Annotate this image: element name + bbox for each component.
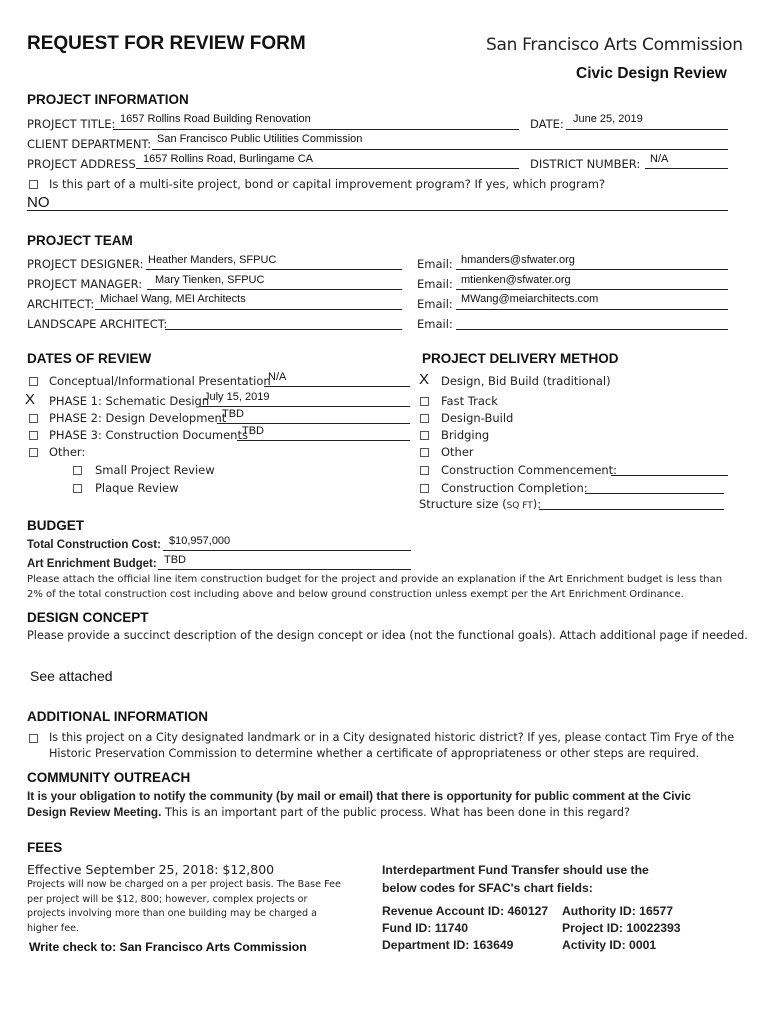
project-manager-value: Mary Tienken, SFPUC	[155, 274, 265, 286]
small-project-checkbox[interactable]	[73, 466, 82, 475]
project-address-field[interactable]	[136, 168, 519, 169]
architect-value: Michael Wang, MEI Architects	[100, 293, 246, 305]
fees-note-line1: Projects will now be charged on a per project basis. The Base Fee	[27, 879, 341, 890]
project-manager-label: PROJECT MANAGER:	[27, 277, 143, 291]
commencement-label: Construction Commencement:	[441, 463, 618, 477]
outreach-line2-bold: Design Review Meeting.	[27, 805, 162, 819]
designer-email-value: hmanders@sfwater.org	[461, 254, 575, 266]
project-title-field[interactable]	[113, 129, 519, 130]
phase1-check-mark[interactable]: X	[25, 391, 36, 408]
project-designer-field[interactable]	[146, 269, 402, 270]
structure-size-field[interactable]	[539, 509, 724, 510]
project-title-label: PROJECT TITLE:	[27, 117, 116, 131]
fees-note-line3: projects involving more than one building may be charged a	[27, 908, 318, 919]
small-project-label: Small Project Review	[95, 463, 215, 477]
community-outreach-heading: COMMUNITY OUTREACH	[27, 770, 191, 785]
budget-note-line1: Please attach the official line item construction budget for the project and provide an explanation if the Art Enrichment budget is less than	[27, 574, 723, 585]
client-department-field[interactable]	[152, 149, 728, 150]
design-concept-answer[interactable]: See attached	[30, 668, 113, 684]
write-check-line: Write check to: San Francisco Arts Commission	[29, 940, 307, 954]
phase2-field[interactable]	[217, 423, 410, 424]
landscape-architect-field[interactable]	[165, 329, 402, 330]
architect-email-label: Email:	[417, 297, 453, 311]
completion-checkbox[interactable]	[420, 484, 429, 493]
phase2-value: TBD	[222, 408, 244, 420]
budget-note	[27, 572, 722, 602]
date-label: DATE:	[530, 117, 564, 131]
account-codes-right	[562, 903, 681, 954]
project-id: Project ID: 10022393	[562, 921, 681, 935]
conceptual-label: Conceptual/Informational Presentation	[49, 374, 271, 388]
other-delivery-checkbox[interactable]	[420, 448, 429, 457]
manager-email-label: Email:	[417, 277, 453, 291]
revenue-account-id: Revenue Account ID: 460127	[382, 904, 549, 918]
activity-id: Activity ID: 0001	[562, 938, 657, 952]
fast-track-label: Fast Track	[441, 394, 498, 408]
phase1-label: PHASE 1: Schematic Design	[49, 394, 210, 408]
form-title: REQUEST FOR REVIEW FORM	[27, 33, 306, 54]
fast-track-checkbox[interactable]	[420, 397, 429, 406]
account-codes-left	[382, 903, 548, 954]
art-budget-value: TBD	[164, 554, 186, 566]
total-cost-label: Total Construction Cost:	[27, 539, 161, 551]
completion-field[interactable]	[585, 493, 724, 494]
multisite-question: Is this part of a multi-site project, bond or capital improvement program? If yes, which program?	[49, 177, 606, 191]
transfer-line2: below codes for SFAC's chart fields:	[382, 881, 593, 895]
manager-email-value: mtienken@sfwater.org	[461, 274, 571, 286]
fees-heading: FEES	[27, 840, 63, 855]
historic-question-line1: Is this project on a City designated landmark or in a City designated historic district? If yes, please contact Tim Frye of the	[49, 731, 735, 744]
project-designer-value: Heather Manders, SFPUC	[148, 254, 277, 266]
outreach-text	[27, 788, 691, 821]
client-department-value: San Francisco Public Utilities Commission	[157, 133, 363, 145]
multisite-answer-field[interactable]	[27, 210, 728, 211]
conceptual-value: N/A	[268, 371, 287, 383]
district-number-value: N/A	[650, 153, 669, 165]
fees-effective: Effective September 25, 2018: $12,800	[27, 862, 275, 877]
conceptual-checkbox[interactable]	[29, 377, 38, 386]
district-number-label: DISTRICT NUMBER:	[530, 157, 641, 171]
phase3-field[interactable]	[237, 440, 410, 441]
project-designer-label: PROJECT DESIGNER:	[27, 257, 144, 271]
design-build-label: Design-Build	[441, 411, 514, 425]
design-concept-heading: DESIGN CONCEPT	[27, 610, 149, 625]
structure-size-prefix: Structure size (	[419, 497, 507, 511]
bridging-checkbox[interactable]	[420, 431, 429, 440]
plaque-review-label: Plaque Review	[95, 481, 179, 495]
architect-field[interactable]	[95, 309, 402, 310]
project-address-label: PROJECT ADDRESS	[27, 157, 136, 171]
architect-label: ARCHITECT:	[27, 297, 95, 311]
structure-size-unit: SQ FT	[506, 501, 533, 511]
art-budget-field[interactable]	[158, 569, 411, 570]
commencement-checkbox[interactable]	[420, 466, 429, 475]
outreach-line2-rest: This is an important part of the public process. What has been done in this regard?	[161, 806, 630, 819]
multisite-answer: NO	[27, 194, 50, 211]
fees-note	[27, 878, 341, 936]
architect-email-value: MWang@meiarchitects.com	[461, 293, 599, 305]
other-dates-checkbox[interactable]	[29, 448, 38, 457]
historic-question-line2: Historic Preservation Commission to determine whether a certificate of appropriateness or other steps are required.	[49, 747, 700, 760]
multisite-checkbox[interactable]	[29, 180, 38, 189]
client-department-label: CLIENT DEPARTMENT:	[27, 137, 152, 151]
design-build-checkbox[interactable]	[420, 414, 429, 423]
landscape-email-label: Email:	[417, 317, 453, 331]
bridging-label: Bridging	[441, 428, 490, 442]
architect-email-field[interactable]	[456, 309, 728, 310]
total-cost-value: $10,957,000	[169, 535, 231, 547]
district-number-field[interactable]	[645, 168, 728, 169]
department-id: Department ID: 163649	[382, 938, 514, 952]
historic-question	[49, 730, 734, 762]
other-delivery-label: Other	[441, 445, 474, 459]
fees-note-line4: higher fee.	[27, 922, 80, 934]
project-address-value: 1657 Rollins Road, Burlingame CA	[143, 153, 313, 165]
additional-information-heading: ADDITIONAL INFORMATION	[27, 709, 208, 724]
phase3-value: TBD	[242, 425, 264, 437]
authority-id: Authority ID: 16577	[562, 904, 674, 918]
designer-email-field[interactable]	[456, 269, 728, 270]
total-cost-field[interactable]	[163, 550, 411, 551]
structure-size-suffix: ):	[532, 497, 542, 511]
completion-label: Construction Completion:	[441, 481, 588, 495]
art-budget-label: Art Enrichment Budget:	[27, 558, 157, 570]
plaque-review-checkbox[interactable]	[73, 484, 82, 493]
historic-checkbox[interactable]	[29, 734, 38, 743]
dbb-check-mark[interactable]: X	[419, 371, 430, 388]
project-team-heading: PROJECT TEAM	[27, 233, 133, 248]
transfer-line1: Interdepartment Fund Transfer should use the	[382, 863, 649, 877]
fees-note-line2: per project will be $12, 800; however, complex projects or	[27, 893, 308, 905]
delivery-method-heading: PROJECT DELIVERY METHOD	[422, 351, 619, 366]
fund-id: Fund ID: 11740	[382, 921, 469, 935]
phase3-label: PHASE 3: Construction Documents	[49, 428, 248, 442]
conceptual-field[interactable]	[264, 386, 410, 387]
phase1-field[interactable]	[199, 406, 410, 407]
landscape-email-field[interactable]	[456, 329, 728, 330]
commencement-field[interactable]	[611, 475, 728, 476]
manager-email-field[interactable]	[456, 289, 728, 290]
dates-of-review-heading: DATES OF REVIEW	[27, 351, 152, 366]
project-information-heading: PROJECT INFORMATION	[27, 92, 189, 107]
budget-note-line2: 2% of the total construction cost including above and below ground construction unless exempt per the Art Enrichment Ordinance.	[27, 589, 684, 600]
org-name: San Francisco Arts Commission	[486, 35, 743, 55]
design-concept-instruction: Please provide a succinct description of the design concept or idea (not the functional goals). Attach additional page if needed.	[27, 629, 748, 642]
other-dates-label: Other:	[49, 445, 86, 459]
outreach-line2	[27, 804, 691, 821]
transfer-instructions	[382, 861, 649, 897]
project-title-value: 1657 Rollins Road Building Renovation	[120, 113, 311, 125]
date-value: June 25, 2019	[573, 113, 643, 125]
form-subtitle: Civic Design Review	[576, 65, 727, 82]
outreach-line1: It is your obligation to notify the community (by mail or email) that there is opportunity for public comment at the Civic	[27, 789, 691, 803]
structure-size-label	[419, 497, 541, 511]
budget-heading: BUDGET	[27, 518, 84, 533]
phase1-value: July 15, 2019	[204, 391, 270, 403]
designer-email-label: Email:	[417, 257, 453, 271]
project-manager-field[interactable]	[147, 289, 402, 290]
phase3-checkbox[interactable]	[29, 431, 38, 440]
phase2-label: PHASE 2: Design Development	[49, 411, 227, 425]
dbb-label: Design, Bid Build (traditional)	[441, 374, 611, 388]
landscape-architect-label: LANDSCAPE ARCHITECT:	[27, 317, 168, 331]
phase2-checkbox[interactable]	[29, 414, 38, 423]
date-field[interactable]	[566, 129, 728, 130]
